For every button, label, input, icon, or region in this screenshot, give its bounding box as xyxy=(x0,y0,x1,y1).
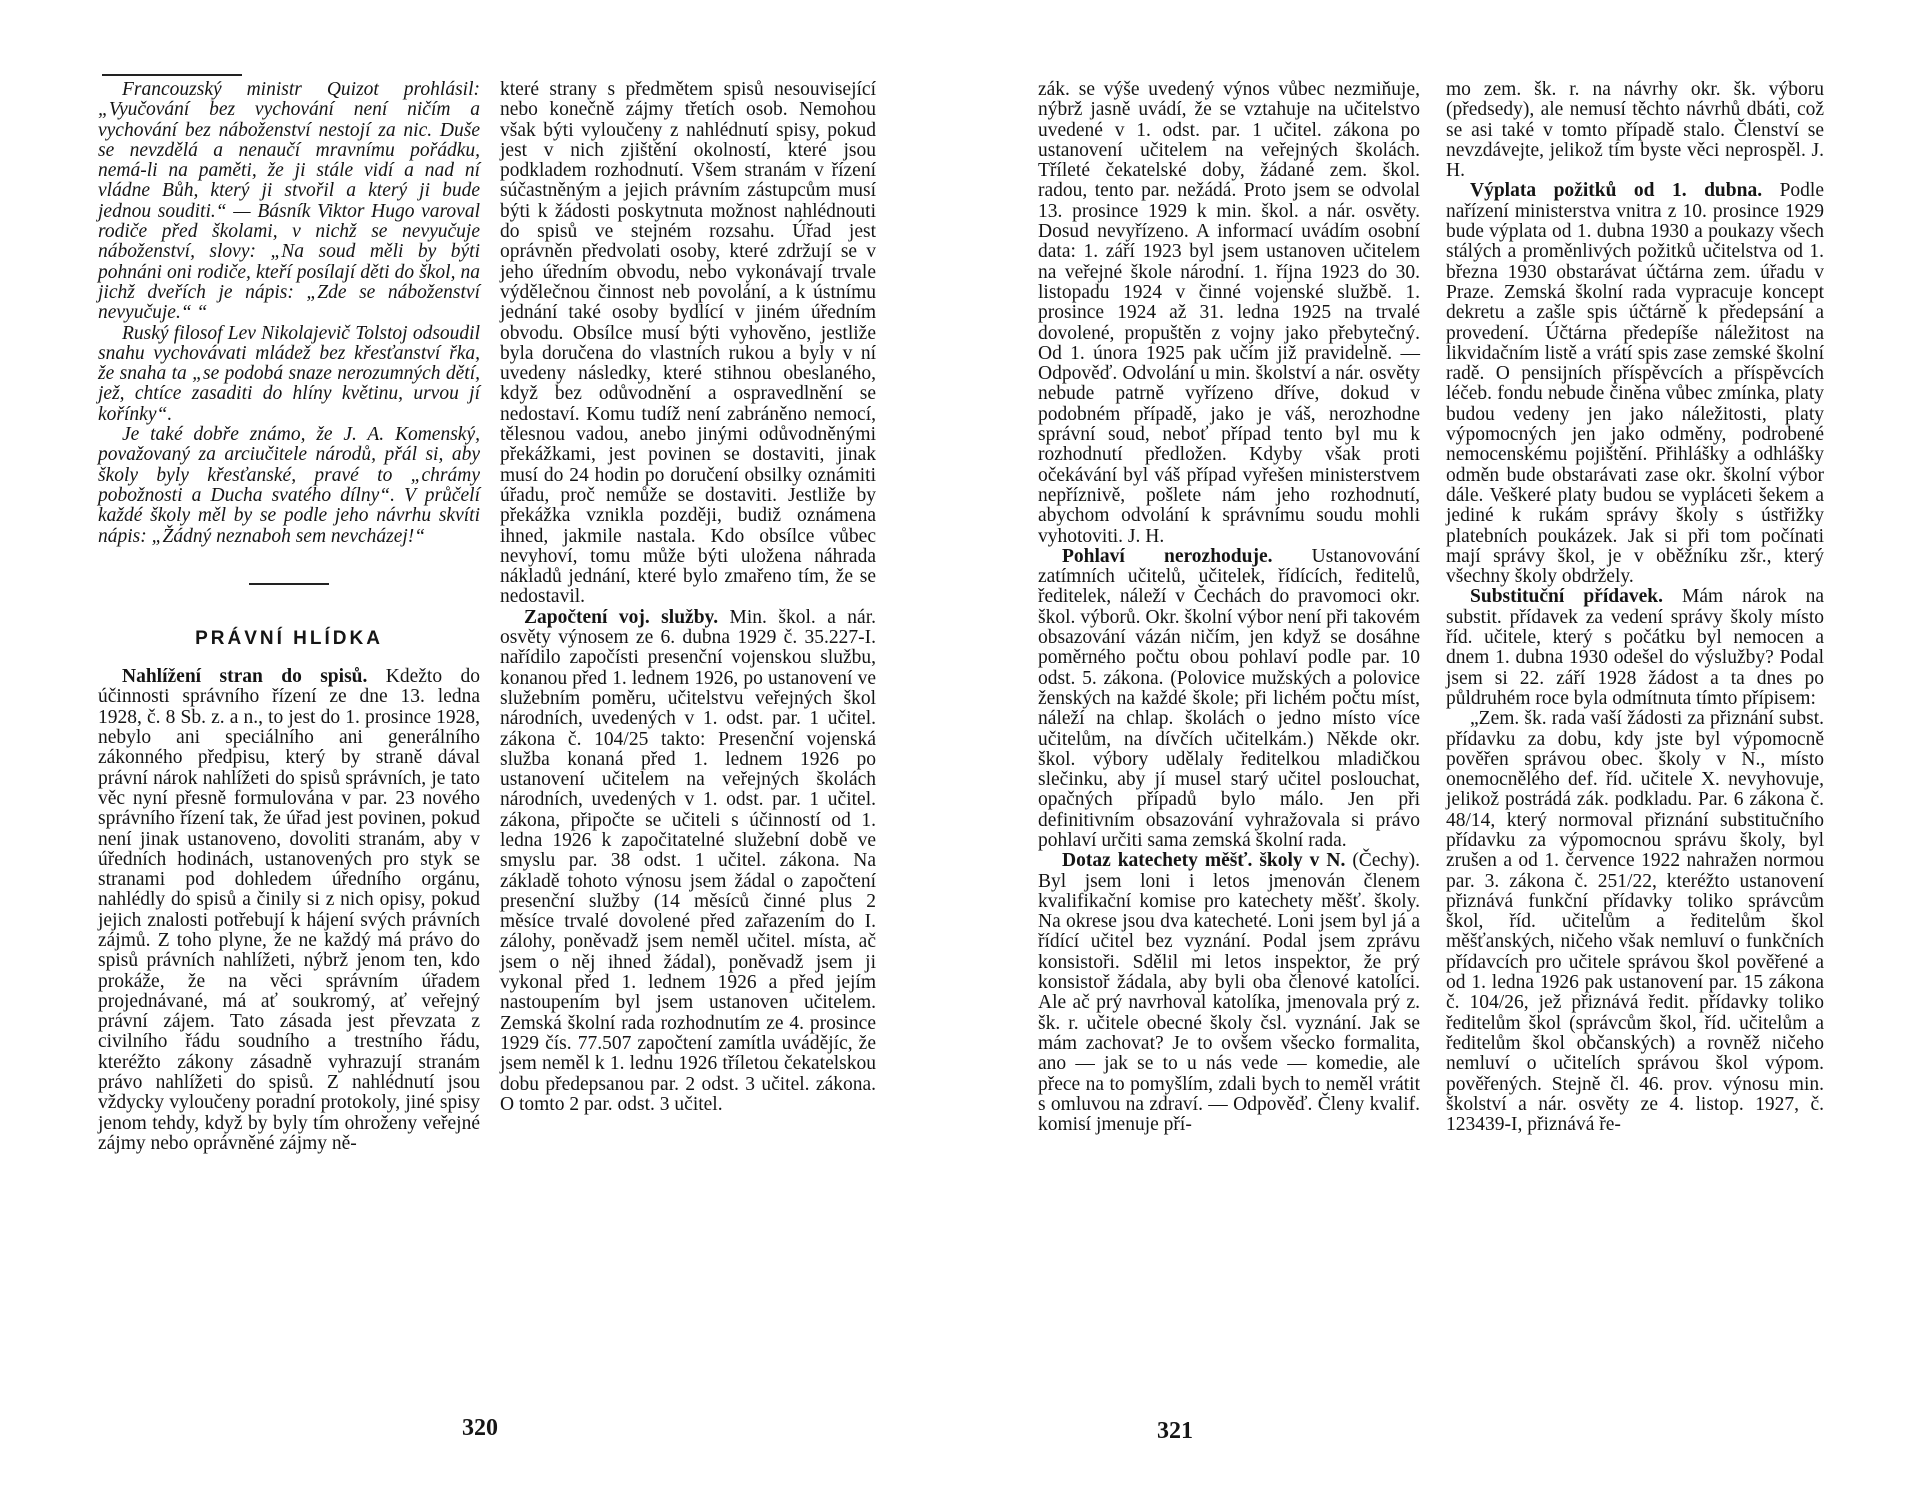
article-body: (Čechy). Byl jsem loni i letos jmenován členem kvalifikační komise pro katechety měšť. školy. Na okrese jsou dva katecheté. Loni jsem byl já a řídící učitel bez vyznání. Podal jsem zprávu konsistoři. Sdělil mi letos inspektor, že prý konsistoř žádala, aby byli oba členové katolíci. Ale ač prý navrhoval katolíka, jmenovala prý z. šk. r. učitele obecné školy čsl. vyznání. Jak se mám zachovat? Je to ovšem všecko formalita, ano — jak se to u nás vede — komedie, ale přece na to pomyšlím, zdali bych to neměl vrátit s omluvou na zdraví. — Odpověď. Členy kvalif. komisí jmenuje pří- xyxy=(1038,850,1420,1136)
right-column-2 xyxy=(1446,80,1824,1135)
article-title: Započtení voj. služby. xyxy=(524,606,719,628)
article-title: Pohlaví nerozhoduje. xyxy=(1062,545,1273,567)
quote-paragraph-2: Ruský filosof Lev Nikolajevič Tolstoj odsoudil snahu vychovávati mládež bez křesťanství řka, že snaha ta „se podobá snaze nerozumných dětí, jež, chtíce zasaditi do hlíny květinu, urvou jí kořínky“. xyxy=(98,322,480,425)
continued-paragraph: mo zem. šk. r. na návrhy okr. šk. výboru (předsedy), ale nemusí těchto návrhů dbáti, což se asi také v tomto případě stalo. Členství se nevzdávejte, jelikož tím byste věci neprospěl. J. H. xyxy=(1446,79,1824,182)
article-paragraph xyxy=(1446,587,1824,709)
article-title: Dotaz katechety měšť. školy v N. xyxy=(1062,850,1346,872)
continued-paragraph: zák. se výše uvedený výnos vůbec nezmiňuje, nýbrž jasně uvádí, že se vztahuje na učitelstvo uvedené v 1. odst. par. 1 učitel. zákona po ustanovení učitelem na veřejných školách. Tříleté čekatelské doby, žádané zem. škol. radou, tento par. nežádá. Proto jsem se odvolal 13. prosince 1929 k min. škol. a nár. osvěty. Dosud nevyřízeno. A informací uvádím osobní data: 1. září 1923 byl jsem ustanoven učitelem na veřejné škole národní. 1. října 1923 do 30. listopadu 1924 v činné vojenské službě. 1. prosince 1924 až 31. ledna 1925 na trvalé dovolené, propuštěn z vojny jako přebytečný. Od 1. února 1925 pak učím již pravidelně. — Odpověď. Odvolání u min. školství a nár. osvěty nebude patrně vyřízeno dříve, dokud v podobném případě, jako je váš, nerozhodne správní soud, neboť případ tento byl mu k rozhodnutí předložen. Kdyby však proti očekávání byl váš případ vyřešen ministerstvem nepříznivě, pošlete nám jeho rozhodnutí, abychom odvolání k správnímu soudu mohli vyhotoviti. J. H. xyxy=(1038,79,1420,547)
article-body: Min. škol. a nár. osvěty výnosem ze 6. dubna 1929 č. 35.227-I. nařídilo započísti presenční vojenskou službu, konanou před 1. lednem 1926, po ustanovení ve služebním poměru, učitelstvu veřejných škol národních, uvedených v 1. odst. par. 1 učitel. zákona č. 104/25 takto: Presenční vojenská služba konaná před 1. lednem 1926 po ustanovení učitelem na veřejných školách národních, uvedených v 1. odst. par. 1 učitel. zákona, připočte se učiteli s účinností od 1. ledna 1926 k započitatelné služební době ve smyslu par. 38 odst. 1 učitel. zákona. Na základě tohoto výnosu jsem žádal o započtení presenční služby (14 měsíců činné plus 2 měsíce trvalé dovolené před zařazením do I. zálohy, poněvadž jsem neměl učitel. místa, ač jsem o něj ihned žádal), poněvadž jsem ji vykonal před 1. lednem 1926 a před jejím nastoupením byl jsem ustanoven učitelem. Zemská školní rada rozhodnutím ze 4. prosince 1929 čís. 77.507 započtení zamítla uvádějíc, že jsem neměl k 1. lednu 1926 tříletou čekatelskou dobu předepsanou par. 2 odst. 3 učitel. zákona. O tomto 2 par. odst. 3 učitel. xyxy=(500,606,877,1115)
right-column-1 xyxy=(1038,80,1420,1135)
article-paragraph xyxy=(1038,547,1420,851)
left-column-1 xyxy=(98,80,480,1154)
article-paragraph xyxy=(98,667,480,1154)
article-paragraph xyxy=(1038,851,1420,1135)
left-column-2 xyxy=(500,80,876,1115)
quote-paragraph-3: Je také dobře známo, že J. A. Komenský, považovaný za arciučitele národů, přál si, aby školy byly křesťanské, pravé to „chrámy pobožnosti a Ducha svatého dílny“. V průčelí každé školy měl by se podle jeho návrhu skvíti nápis: „Žádný neznaboh sem nevcházej!“ xyxy=(98,424,480,547)
page-number: 321 xyxy=(1157,1418,1193,1444)
article-paragraph xyxy=(500,608,876,1115)
article-body: Podle nařízení ministerstva vnitra z 10. prosince 1929 bude výplata od 1. dubna 1930 a poukazy všech stálých a proměnlivých požitků učitelstva od 1. března 1930 obstarávat účtárna zem. úřadu v Praze. Zemská školní rada vypracuje koncept dekretu a zašle spis účtárně k předepsání a provedení. Účtárna předepíše náležitost na likvidačním listě a vrátí spis zase zemské školní radě. O pensijních příspěvcích a příspěvcích léčeb. fondu nebude činěna vůbec zmínka, platy budou vedeny jen jako náležitosti, platy výpomocných jen jako odměny, podrobené nemocenskému pojištění. Přihlášky a odhlášky odměn bude obstarávati zase okr. školní výbor dále. Veškeré platy budou se vypláceti šekem a jediné k rukám správy školy s ústřižky platebních poukázek. Jak si při tom počínati mají správy škol, je v oběžníku zšr., který všechny školy obdržely. xyxy=(1446,180,1824,588)
quote-paragraph-1: Francouzský ministr Quizot prohlásil: „Vyučování bez vychování není ničím a vychování bez náboženství nestojí za nic. Duše se nevzdělá a nenaučí mravnímu pořádku, nemá-li na paměti, že ji stále vidí a nad ní vládne Bůh, který ji stvořil a který ji bude jednou souditi.“ — Básník Viktor Hugo varoval rodiče před školami, v nichž se nevyučuje náboženství, slovy: „Na soud měli by býti pohnáni oni rodiče, kteří posílají děti do škol, na jichž dveřích je nápis: „Zde se náboženství nevyučuje.“ “ xyxy=(98,79,480,324)
article-body: Kdežto do účinnosti správního řízení ze dne 13. ledna 1928, č. 8 Sb. z. a n., to jest do 1. prosince 1928, nebylo ani speciálního ani generálního zákonného předpisu, který by straně dával právní nárok nahlížeti do spisů správních, je tato věc nyní přesně formulována v par. 23 nového správního řízení tak, že úřad jest povinen, pokud není jinak ustanoveno, dovoliti stranám, aby v úředních hodinách, ustanovených pro styk se stranami pod dohledem úředního orgánu, nahlédly do spisů a činily si z nich opisy, pokud jejich znalosti potřebují k hájení svých právních zájmů. Z toho plyne, že ne každý má právo do spisů právních nahlížeti, nýbrž jenom ten, kdo prokáže, že na věci správním úřadem projednávané, má ať soukromý, ať veřejný právní zájem. Tato zásada jest převzata z civilního řádu soudního a trestního řádu, kteréžto zákony zásadně vyhrazují stranám právo nahlížeti do spisů. Z nahlédnutí jsou vždycky vyloučeny poradní protokoly, jiné spisy jenom tehdy, když by byly tím ohroženy veřejné zájmy nebo oprávněné zájmy ně- xyxy=(98,666,480,1154)
article-body: Mám nárok na substit. přídavek za vedení správy školy místo říd. učitele, který s počátku byl nemocen a dnem 1. dubna 1930 odešel do výslužby? Podal jsem si 22. září 1928 žádost a ta dnes po půldruhém roce byla odmítnuta tímto přípisem: xyxy=(1446,586,1824,709)
quote-paragraph: „Zem. šk. rada vaší žádosti za přiznání subst. přídavku za dobu, kdy jste byl výpomocně pověřen správou obec. školy v N., místo onemocnělého def. říd. učitele X. nevyhovuje, jelikož postrádá zák. podkladu. Par. 6 zákona č. 48/14, který normoval přiznání substitučního přídavku za výpomocnou správu školy, byl zrušen a od 1. července 1922 nahražen normou par. 3. zákona č. 251/22, kteréžto ustanovení přiznává funkční přídavky toliko správcům škol, říd. učitelům a ředitelům škol měšťanských, ničeho však nemluví o funkčních přídavcích pro učitele správou škol pověřené a od 1. ledna 1926 pak ustanovení par. 15 zákona č. 104/26, jež přiznává ředit. přídavky toliko ředitelům škol (správcům škol, říd. učitelům a ředitelům škol občanských) a rovněž ničeho nemluví o učitelích správou škol výpom. pověřených. Stejně čl. 46. prov. výnosu min. školství a nár. osvěty ze 4. listop. 1927, č. 123439-I, přiznává ře- xyxy=(1446,708,1824,1136)
article-title: Výplata požitků od 1. dubna. xyxy=(1470,180,1763,202)
article-body: Ustanovování zatímních učitelů, učitelek, řídících, ředitelů, ředitelek, náleží v Čechách do pravomoci okr. škol. výborů. Okr. školní výbor není při takovém obsazování vázán ničím, jen když se dosáhne poměrného počtu obou pohlaví podle par. 10 odst. 5. zákona. (Polovice mužských a polovice ženských na každé škole; při lichém počtu míst, náleží na chlap. školách o jedno místo více učitelům, na dívčích učitelkám.) Někde okr. škol. výbory udělaly ředitelkou mladičkou slečinku, aby jí musel starý učitel poslouchat, opačných případů bylo málo. Jen při definitivním obsazování vyhražovala si právo pohlaví určiti sama zemská školní rada. xyxy=(1038,545,1420,851)
continued-paragraph: které strany s předmětem spisů nesouvisející nebo konečně zájmy třetích osob. Nemohou však býti vyloučeny z nahlédnutí spisy, pokud jest v nich zjištění okolností, které jsou podkladem rozhodnutí. Všem stranám v řízení súčastněným a jejich právním zástupcům musí býti k žádosti poskytnuta možnost nahlédnouti do spisů ve stejném rozsahu. Úřad jest oprávněn předvolati osoby, které zdržují se v jeho úředním obvodu, nebo vykonávají trvale výdělečnou činnost neb povolání, a k ústnímu jednání také osoby bydlící v jiném úředním obvodu. Obsílce musí býti vyhověno, jestliže byla doručena do vlastních rukou a byly v ní uvedeny následky, které stihnou obeslaného, když bez odůvodnění a ospravedlnění se nedostaví. Komu tudíž není zabráněno nemocí, tělesnou vadou, anebo jinými odůvodněnými překážkami, jest povinen se dostaviti, jinak musí do 24 hodin po doručení obsilky oznámiti úřadu, proč nemůže se dostaviti. Jestliže by překážka vznikla později, budiž oznámena ihned, jakmile nastala. Kdo obsílce vůbec nevyhoví, tomu může býti uložena náhrada nákladů jednání, které bylo zmařeno tím, že se nedostavil. xyxy=(500,79,876,608)
section-heading: PRÁVNÍ HLÍDKA xyxy=(195,627,383,649)
right-page xyxy=(953,0,1906,1500)
article-paragraph xyxy=(1446,181,1824,587)
article-title: Nahlížení stran do spisů. xyxy=(122,666,368,688)
page-number: 320 xyxy=(462,1415,498,1441)
top-rule xyxy=(102,74,242,76)
article-title: Substituční přídavek. xyxy=(1470,586,1663,608)
